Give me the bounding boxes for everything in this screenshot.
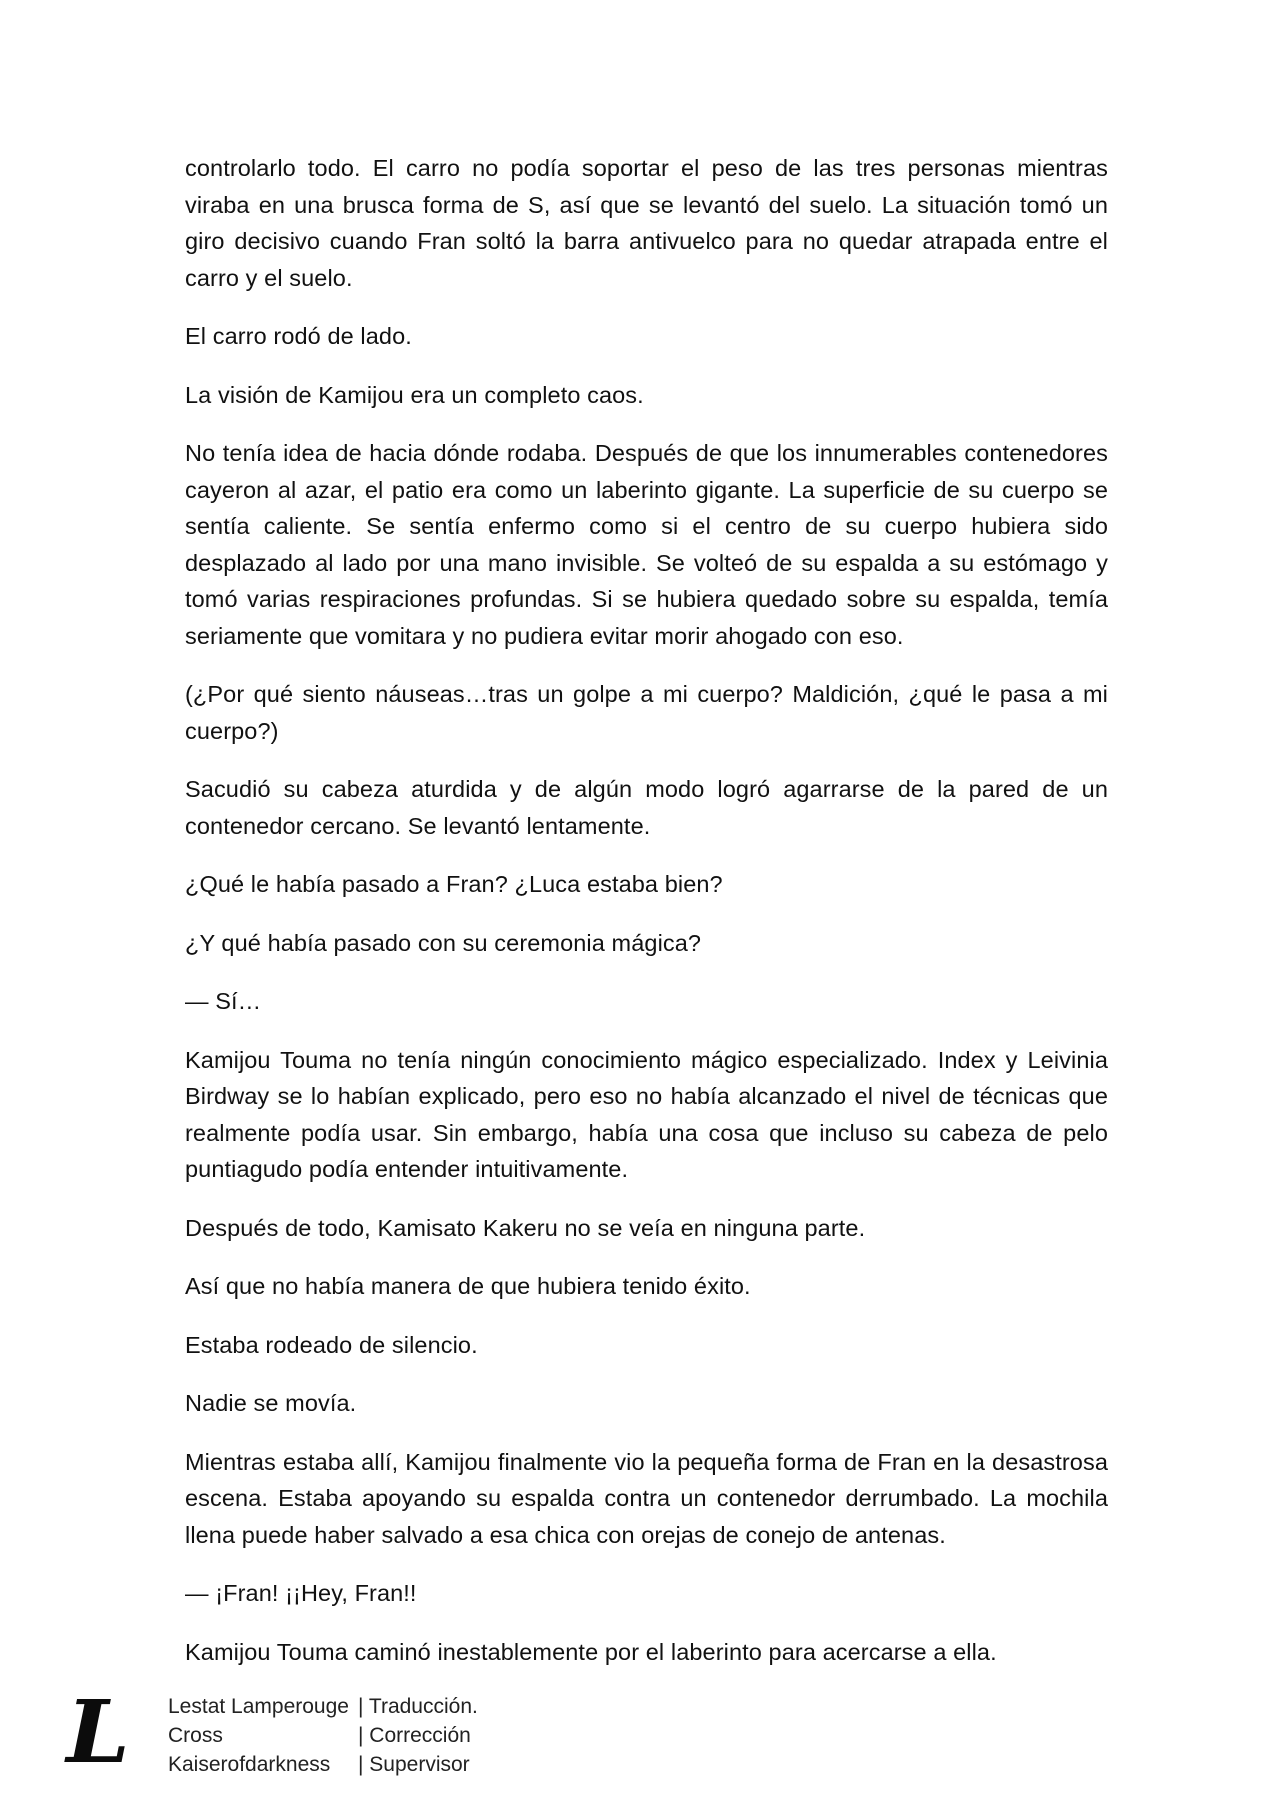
- credit-name: Cross: [168, 1724, 223, 1747]
- page-body: [185, 150, 1108, 1692]
- paragraph: (¿Por qué siento náuseas…tras un golpe a mi cuerpo? Maldición, ¿qué le pasa a mi cuerpo?): [185, 681, 1108, 744]
- paragraph: ¿Qué le había pasado a Fran? ¿Luca estaba bien?: [185, 871, 723, 897]
- credit-name: Lestat Lamperouge: [168, 1695, 349, 1718]
- paragraph: No tenía idea de hacia dónde rodaba. Después de que los innumerables contenedores cayeron al azar, el patio era como un laberinto gigante. La superficie de su cuerpo se sentía caliente. Se sentía enfermo como si el centro de su cuerpo hubiera sido desplazado al lado por una mano invisible. Se volteó de su espalda a su estómago y tomó varias respiraciones profundas. Si se hubiera quedado sobre su espalda, temía seriamente que vomitara y no pudiera evitar morir ahogado con eso.: [185, 440, 1108, 649]
- paragraph: ¿Y qué había pasado con su ceremonia mágica?: [185, 929, 702, 956]
- credit-row-translation: [168, 1692, 478, 1721]
- paragraph: Mientras estaba allí, Kamijou finalmente vio la pequeña forma de Fran en la desastrosa escena. Estaba apoyando su espalda contra un contenedor derrumbado. La mochila llena puede haber salvado a esa chica con orejas de conejo de antenas.: [185, 1448, 1108, 1548]
- paragraph: Kamijou Touma no tenía ningún conocimiento mágico especializado. Index y Leivinia Birdway se lo habían explicado, pero eso no había alcanzado el nivel de técnicas que realmente podía usar. Sin embargo, había una cosa que incluso su cabeza de pelo puntiagudo podía entender intuitivamente.: [185, 1046, 1108, 1182]
- paragraph: Kamijou Touma caminó inestablemente por el laberinto para acercarse a ella.: [185, 1638, 997, 1665]
- l-logo: L: [66, 1682, 130, 1783]
- paragraph: Sacudió su cabeza aturdida y de algún modo logró agarrarse de la pared de un contenedor cercano. Se levantó lentamente.: [185, 776, 1108, 839]
- paragraph: Estaba rodeado de silencio.: [185, 1331, 478, 1358]
- credit-role: | Corrección: [358, 1724, 471, 1747]
- dialogue-line: — ¡Fran! ¡¡Hey, Fran!!: [185, 1580, 417, 1606]
- paragraph: controlarlo todo. El carro no podía soportar el peso de las tres personas mientras viraba en una brusca forma de S, así que se levantó del suelo. La situación tomó un giro decisivo cuando Fran soltó la barra antivuelco para no quedar atrapada entre el carro y el suelo.: [185, 155, 1108, 291]
- paragraph: La visión de Kamijou era un completo caos.: [185, 381, 644, 408]
- paragraph: El carro rodó de lado.: [185, 323, 412, 349]
- credits-block: [168, 1692, 478, 1779]
- credit-role: | Supervisor: [358, 1753, 470, 1776]
- paragraph: Nadie se movía.: [185, 1390, 357, 1416]
- dialogue-line: — Sí…: [185, 988, 262, 1014]
- credit-name: Kaiserofdarkness: [168, 1753, 331, 1776]
- credit-row-supervisor: [168, 1750, 478, 1779]
- credit-role: | Traducción.: [358, 1695, 478, 1718]
- paragraph: Después de todo, Kamisato Kakeru no se veía en ninguna parte.: [185, 1214, 866, 1241]
- page-footer: [0, 1682, 1280, 1792]
- credit-row-correction: [168, 1721, 478, 1750]
- paragraph: Así que no había manera de que hubiera tenido éxito.: [185, 1273, 751, 1299]
